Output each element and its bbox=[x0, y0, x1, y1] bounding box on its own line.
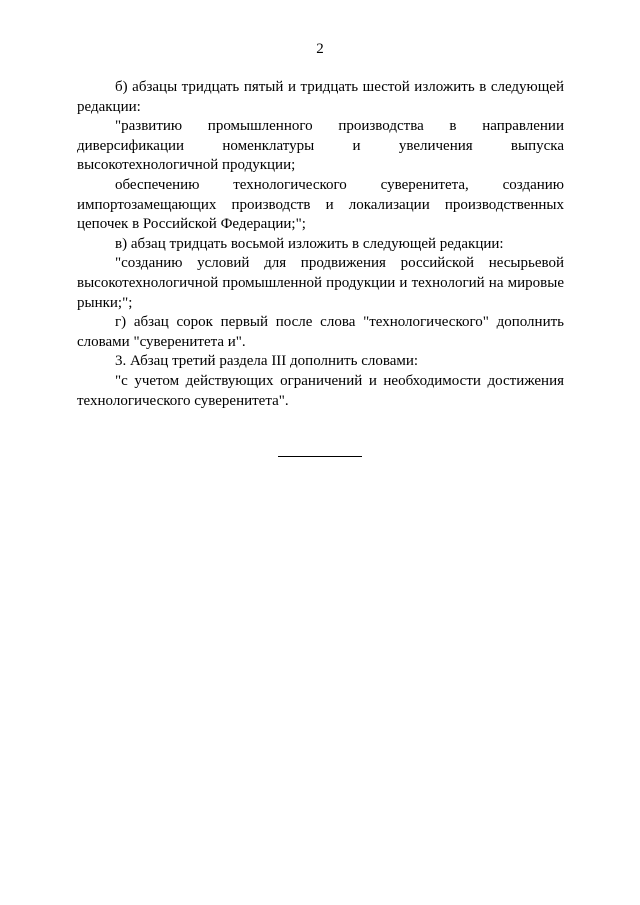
paragraph-quoted-industry-development: "развитию промышленного производства в направлении диверсификации номенклатуры и увеличения выпуска высокотехнологичной продукции; bbox=[77, 118, 564, 174]
document-body bbox=[77, 78, 564, 411]
paragraph-quoted-constraints: "с учетом действующих ограничений и необходимости достижения технологического суверенитета". bbox=[77, 372, 564, 409]
paragraph-quoted-export-conditions: "созданию условий для продвижения российской несырьевой высокотехнологичной промышленной продукции и технологий на мировые рынки;"; bbox=[77, 255, 564, 311]
end-of-document-rule bbox=[278, 456, 362, 457]
paragraph-item-3: 3. Абзац третий раздела III дополнить словами: bbox=[115, 353, 419, 370]
page-number: 2 bbox=[316, 41, 324, 57]
paragraph-amendment-v: в) абзац тридцать восьмой изложить в следующей редакции: bbox=[115, 235, 504, 252]
paragraph-amendment-b: б) абзацы тридцать пятый и тридцать шестой изложить в следующей редакции: bbox=[77, 79, 564, 115]
paragraph-amendment-g: г) абзац сорок первый после слова "технологического" дополнить словами "суверенитета и". bbox=[77, 314, 564, 350]
paragraph-quoted-tech-sovereignty: обеспечению технологического суверенитета, созданию импортозамещающих производств и локализации производственных цепочек в Российской Федерации;"; bbox=[77, 176, 564, 233]
